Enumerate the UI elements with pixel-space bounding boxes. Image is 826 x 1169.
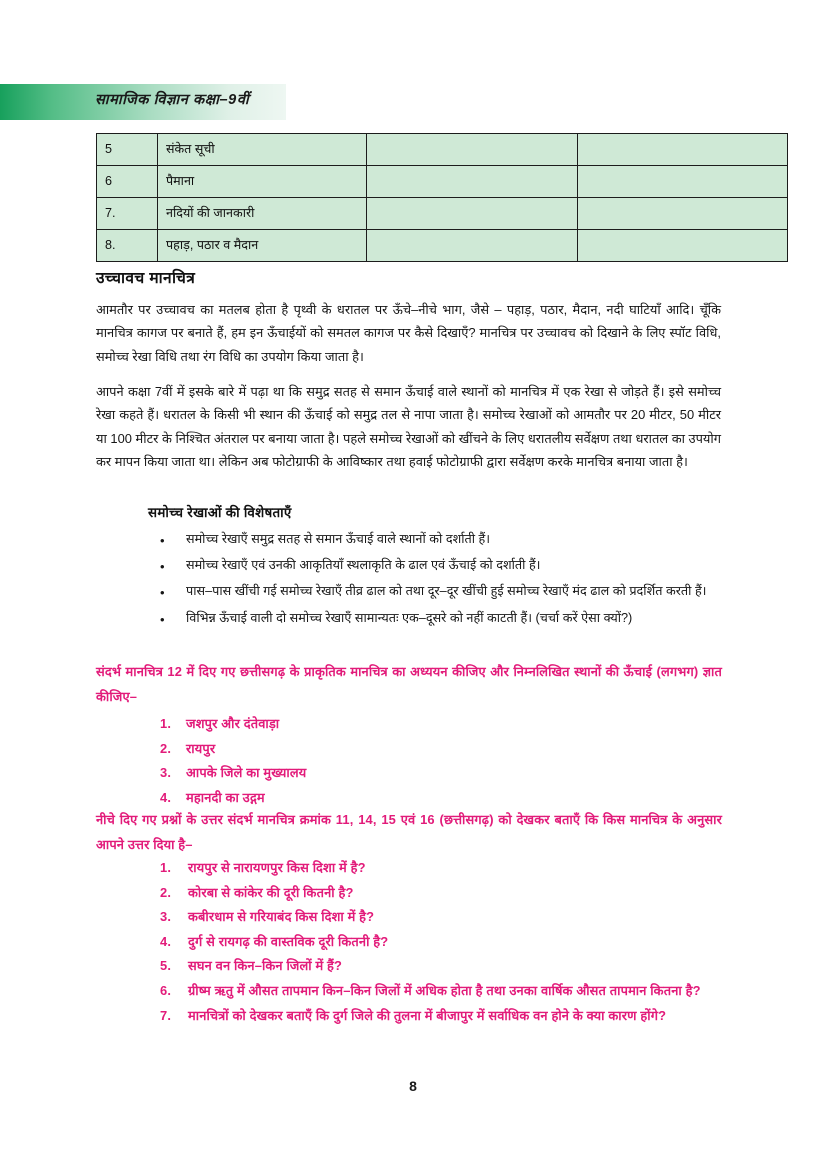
- list-item: [160, 905, 722, 930]
- table-cell-blank-b[interactable]: [578, 230, 788, 262]
- table-cell-sn: 6: [97, 166, 158, 198]
- section-heading: उच्चावच मानचित्र: [96, 270, 196, 287]
- list-item: [160, 786, 720, 811]
- bullet-icon: •: [160, 611, 165, 627]
- list-item-number: 5.: [160, 958, 172, 974]
- table-row: [97, 166, 788, 198]
- bullet-icon: •: [160, 559, 165, 575]
- table-cell-item: पहाड़, पठार व मैदान: [158, 230, 367, 262]
- list-item-label: कबीरधाम से गरियाबंद किस दिशा में है?: [188, 909, 375, 925]
- list-item-label: कोरबा से कांकेर की दूरी कितनी है?: [188, 884, 354, 900]
- list-item: [148, 607, 723, 630]
- list-item-label: महानदी का उद्गम: [186, 789, 265, 805]
- table-cell-item: संकेत सूची: [158, 134, 367, 166]
- table-cell-blank-a[interactable]: [367, 134, 578, 166]
- table-cell-item: पैमाना: [158, 166, 367, 198]
- list-item: [148, 528, 723, 551]
- list-item: [148, 554, 723, 577]
- list-item-number: 2.: [160, 884, 172, 900]
- activity-1-instruction: संदर्भ मानचित्र 12 में दिए गए छत्तीसगढ़ के प्राकृतिक मानचित्र का अध्ययन कीजिए और निम्नलिखित स्थानों की ऊँचाई (लगभग) ज्ञात कीजिए–: [96, 664, 722, 704]
- list-item-number: 3.: [160, 909, 172, 925]
- table-cell-blank-a[interactable]: [367, 198, 578, 230]
- list-item-number: 4.: [160, 933, 172, 949]
- list-item-label: विभिन्न ऊँचाई वाली दो समोच्च रेखाएँ सामान्यतः एक–दूसरे को नहीं काटती हैं। (चर्चा करें ऐसा क्यों?): [186, 610, 633, 625]
- table-cell-blank-a[interactable]: [367, 230, 578, 262]
- list-item-number: 6.: [160, 982, 172, 998]
- table-body: [97, 134, 788, 262]
- activity-1-list: [160, 712, 720, 810]
- list-item-label: समोच्च रेखाएँ एवं उनकी आकृतियाँ स्थलाकृति के ढाल एवं ऊँचाई को दर्शाती हैं।: [186, 558, 541, 573]
- list-item-number: 3.: [160, 765, 172, 781]
- table-cell-blank-a[interactable]: [367, 166, 578, 198]
- features-bullet-list: [148, 528, 723, 633]
- activity-2-instruction: नीचे दिए गए प्रश्नों के उत्तर संदर्भ मानचित्र क्रमांक 11, 14, 15 एवं 16 (छत्तीसगढ़) को देखकर बताएँ कि किस मानचित्र के अनुसार आपने उत्तर दिया है–: [96, 812, 722, 852]
- map-elements-table: [96, 133, 719, 262]
- list-item-number: 1.: [160, 860, 172, 875]
- list-item: [160, 1004, 722, 1029]
- features-heading: समोच्च रेखाओं की विशेषताएँ: [148, 505, 292, 520]
- list-item: [160, 712, 720, 737]
- table-row: [97, 134, 788, 166]
- list-item: [160, 979, 722, 1004]
- table-cell-sn: 7.: [97, 198, 158, 230]
- list-item-label: आपके जिले का मुख्यालय: [186, 765, 307, 781]
- list-item-label: रायपुर से नारायणपुर किस दिशा में है?: [188, 860, 366, 875]
- section-paragraph-1: आमतौर पर उच्चावच का मतलब होता है पृथ्वी के धरातल पर ऊँचे–नीचे भाग, जैसे – पहाड़, पठार, मैदान, नदी घाटियाँ आदि। चूँकि मानचित्र कागज पर बनाते हैं, हम इन ऊँचाईयों को समतल कागज पर कैसे दिखाएँ? मानचित्र पर उच्चावच को दिखाने के लिए स्पॉट विधि, समोच्च रेखा विधि तथा रंग विधि का उपयोग किया जाता है।: [96, 302, 721, 364]
- bullet-icon: •: [160, 533, 165, 548]
- table-cell-blank-b[interactable]: [578, 166, 788, 198]
- list-item: [160, 761, 720, 786]
- table-cell-blank-b[interactable]: [578, 198, 788, 230]
- list-item: [148, 580, 723, 603]
- table-cell-blank-b[interactable]: [578, 134, 788, 166]
- running-header-title: सामाजिक विज्ञान कक्षा–9वीं: [95, 92, 250, 108]
- list-item-label: सघन वन किन–किन जिलों में हैं?: [188, 958, 343, 974]
- bullet-icon: •: [160, 585, 165, 601]
- section-paragraph-2: आपने कक्षा 7वीं में इसके बारे में पढ़ा था कि समुद्र सतह से समान ऊँचाई वाले स्थानों को मानचित्र में एक रेखा से जोड़ते हैं। इसे समोच्च रेखा कहते हैं। धरातल के किसी भी स्थान की ऊँचाई को समुद्र तल से नापा जाता है। समोच्च रेखाओं को आमतौर पर 20 मीटर, 50 मीटर या 100 मीटर के निश्चित अंतराल पर बनाया जाता है। पहले समोच्च रेखाओं को खींचने के लिए धरातलीय सर्वेक्षण तथा धरातल का उपयोग कर मापन किया जाता था। लेकिन अब फोटोग्राफी के आविष्कार तथा हवाई फोटोग्राफी द्वारा सर्वेक्षण करके मानचित्र बनाया जाता है।: [96, 384, 721, 469]
- list-item-label: दुर्ग से रायगढ़ की वास्तविक दूरी कितनी है?: [188, 933, 389, 949]
- table-cell-sn: 5: [97, 134, 158, 166]
- list-item-label: पास–पास खींची गई समोच्च रेखाएँ तीव्र ढाल को तथा दूर–दूर खींची हुई समोच्च रेखाएँ मंद ढाल को प्रदर्शित करती हैं।: [186, 584, 707, 599]
- list-item-number: 2.: [160, 740, 172, 756]
- table-row: [97, 230, 788, 262]
- list-item-number: 7.: [160, 1007, 172, 1023]
- list-item-label: ग्रीष्म ऋतु में औसत तापमान किन–किन जिलों में अधिक होता है तथा उनका वार्षिक औसत तापमान कितना है?: [188, 982, 701, 998]
- page-number: 8: [409, 1078, 417, 1094]
- list-item: [160, 856, 722, 881]
- list-item: [160, 881, 722, 906]
- list-item-number: 1.: [160, 716, 172, 731]
- list-item-label: जशपुर और दंतेवाड़ा: [186, 716, 280, 731]
- list-item: [160, 737, 720, 762]
- table-row: [97, 198, 788, 230]
- table-cell-sn: 8.: [97, 230, 158, 262]
- table-cell-item: नदियों की जानकारी: [158, 198, 367, 230]
- list-item: [160, 954, 722, 979]
- list-item-number: 4.: [160, 789, 172, 805]
- list-item-label: रायपुर: [186, 740, 216, 756]
- list-item-label: मानचित्रों को देखकर बताएँ कि दुर्ग जिले की तुलना में बीजापुर में सर्वाधिक वन होने के क्या कारण होंगे?: [188, 1007, 667, 1023]
- list-item-label: समोच्च रेखाएँ समुद्र सतह से समान ऊँचाई वाले स्थानों को दर्शाती हैं।: [186, 532, 491, 546]
- activity-2-list: [160, 856, 722, 1028]
- list-item: [160, 930, 722, 955]
